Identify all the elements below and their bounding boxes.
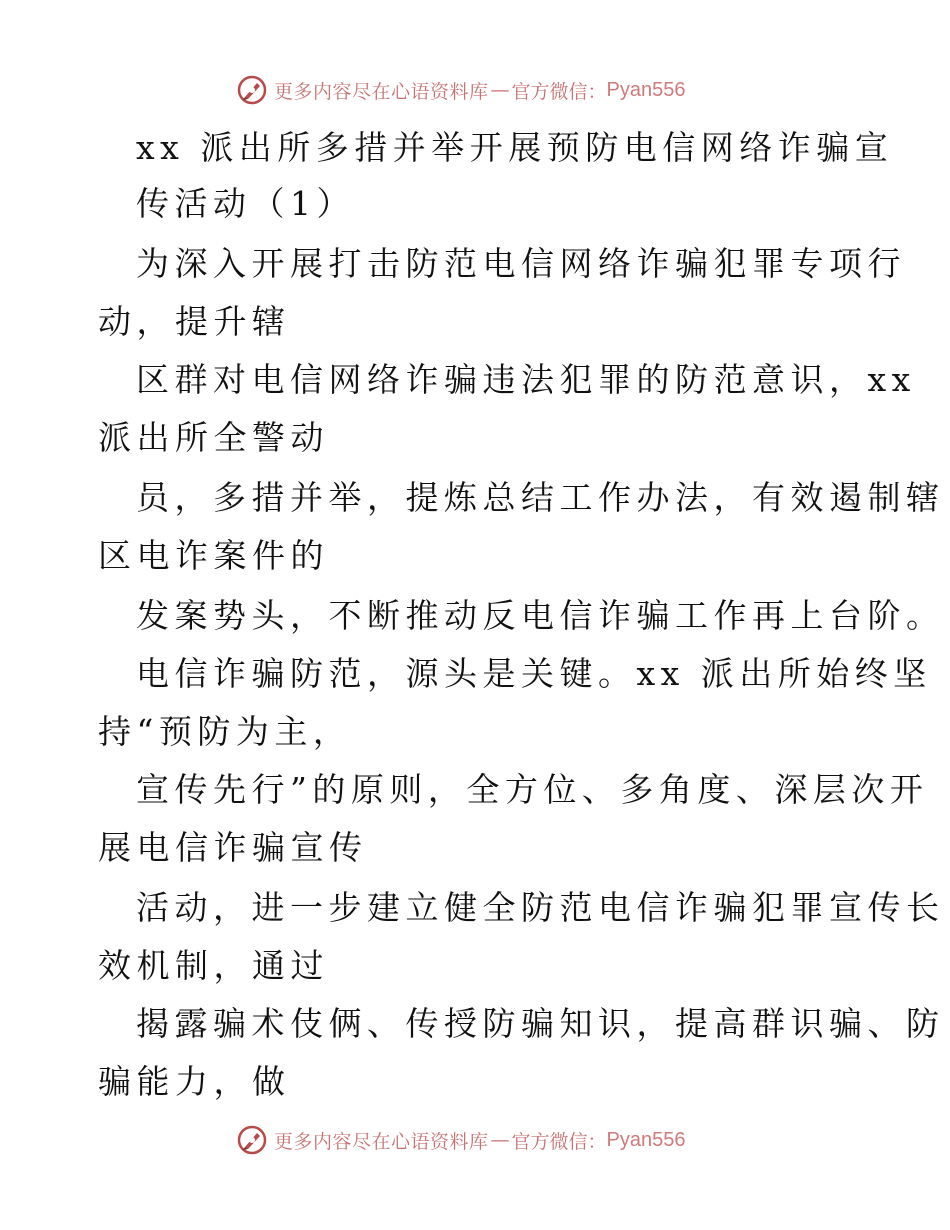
doc-line-2: 传活动（1） (136, 184, 355, 223)
header-wechat-id: Pyan556 (606, 78, 686, 101)
doc-line-11: 持“预防为主， (98, 712, 352, 751)
doc-line-7: 员，多措并举，提炼总结工作办法，有效遏制辖 (136, 478, 945, 517)
doc-line-5: 区群对电信网络诈骗违法犯罪的防范意识，xx (136, 360, 916, 399)
doc-line-6: 派出所全警动 (98, 418, 329, 457)
doc-line-4: 动，提升辖 (98, 302, 291, 341)
header-banner-dash: — (490, 79, 510, 101)
header-banner-content (236, 70, 686, 110)
doc-line-12: 宣传先行”的原则，全方位、多角度、深层次开 (136, 770, 929, 809)
footer-banner (0, 1120, 950, 1160)
footer-wechat-label: 官方微信： (511, 1130, 607, 1153)
doc-line-3: 为深入开展打击防范电信网络诈骗犯罪专项行 (136, 244, 906, 283)
header-banner-text: 更多内容尽在心语资料库 (274, 80, 489, 103)
doc-line-10: 电信诈骗防范，源头是关键。xx 派出所始终坚 (136, 654, 932, 693)
doc-line-13: 展电信诈骗宣传 (98, 828, 368, 867)
doc-line-8: 区电诈案件的 (98, 536, 329, 575)
header-wechat-label: 官方微信： (511, 80, 607, 103)
pen-circle-logo-icon (236, 74, 268, 106)
footer-banner-content (236, 1120, 686, 1160)
footer-wechat-id: Pyan556 (606, 1128, 686, 1151)
doc-line-9: 发案势头，不断推动反电信诈骗工作再上台阶。 (136, 596, 945, 635)
doc-line-15: 效机制，通过 (98, 946, 329, 985)
doc-line-17: 骗能力，做 (98, 1062, 291, 1101)
doc-line-14: 活动，进一步建立健全防范电信诈骗犯罪宣传长 (136, 888, 945, 927)
header-banner (0, 70, 950, 110)
doc-line-16: 揭露骗术伎俩、传授防骗知识，提高群识骗、防 (136, 1004, 945, 1043)
doc-line-1: xx 派出所多措并举开展预防电信网络诈骗宣 (136, 128, 894, 167)
footer-banner-text: 更多内容尽在心语资料库 (274, 1130, 489, 1153)
pen-circle-logo-icon (236, 1124, 268, 1156)
footer-banner-dash: — (490, 1129, 510, 1151)
